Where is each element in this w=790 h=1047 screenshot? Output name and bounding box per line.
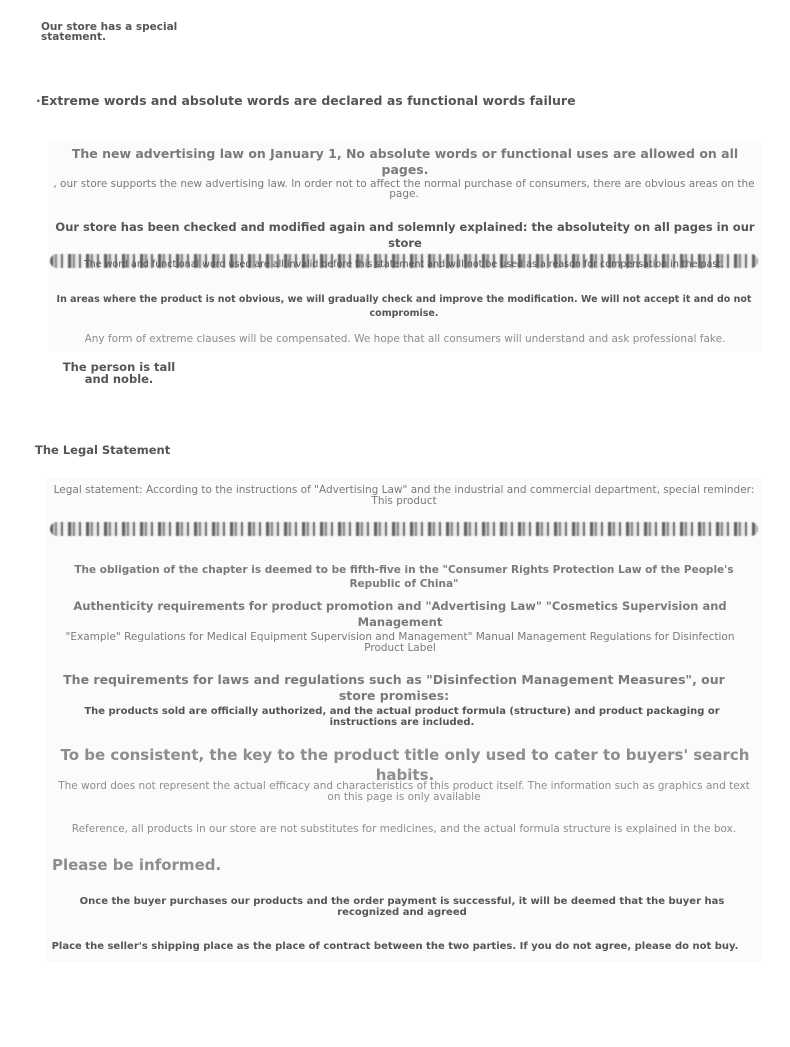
section2-line-4: "Example" Regulations for Medical Equipment Supervision and Management" Manual Management Regulations for Disinfection Product Label (65, 631, 735, 654)
section2-line-2: The obligation of the chapter is deemed to be fifth-five in the "Consumer Rights Protection Law of the People's Republic of China" (74, 564, 734, 590)
section2-line-7: To be consistent, the key to the product title only used to cater to buyers' search habits. (60, 746, 750, 784)
section1-heading: ·Extreme words and absolute words are declared as functional words failure (36, 93, 576, 108)
section1-line-5: In areas where the product is not obvious, we will gradually check and improve the modification. We will not accept it and do not compromise. (56, 294, 752, 319)
section2-line-5: The requirements for laws and regulations such as "Disinfection Management Measures", our store promises: (63, 672, 725, 703)
section1-line-2: , our store supports the new advertising law. In order not to affect the normal purchase of consumers, there are obvious areas on the page. (53, 178, 755, 200)
section2-line-9: Reference, all products in our store are not substitutes for medicines, and the actual formula structure is explained in the box. (71, 823, 737, 835)
section2-line-8: The word does not represent the actual efficacy and characteristics of this product itself. The information such as graphics and text on this page is only available (58, 780, 750, 803)
section2-line-6: The products sold are officially authorized, and the actual product formula (structure) and product packaging or instructions are included. (84, 706, 720, 728)
section2-line-11: Once the buyer purchases our products and the order payment is successful, it will be deemed that the buyer has recognized and agreed (79, 896, 725, 918)
section2-line-12: Place the seller's shipping place as the place of contract between the two parties. If you do not agree, please do not buy. (51, 941, 739, 952)
section1-line-1: The new advertising law on January 1, No absolute words or functional uses are allowed on all pages. (71, 146, 739, 177)
top-note: Our store has a special statement. (41, 21, 178, 43)
section2-line-3: Authenticity requirements for product promotion and "Advertising Law" "Cosmetics Supervision and Management (73, 599, 727, 629)
section2-line-1: Legal statement: According to the instructions of "Advertising Law" and the industrial and commercial department, special reminder: This product (53, 484, 755, 507)
section2-line-10: Please be informed. (52, 856, 222, 874)
section2-heading: The Legal Statement (35, 443, 171, 457)
section1-side-note: The person is tall and noble. (62, 360, 176, 386)
brush-stroke-2 (50, 522, 758, 536)
section1-line-3: Our store has been checked and modified again and solemnly explained: the absoluteity on all pages in our store (55, 220, 755, 250)
section1-line-6: Any form of extreme clauses will be compensated. We hope that all consumers will understand and ask professional fake. (84, 333, 726, 345)
section1-line-4: The word and functional word used are all invalid before this statement and will not be used as a reason for compensation in the past. (83, 259, 725, 270)
